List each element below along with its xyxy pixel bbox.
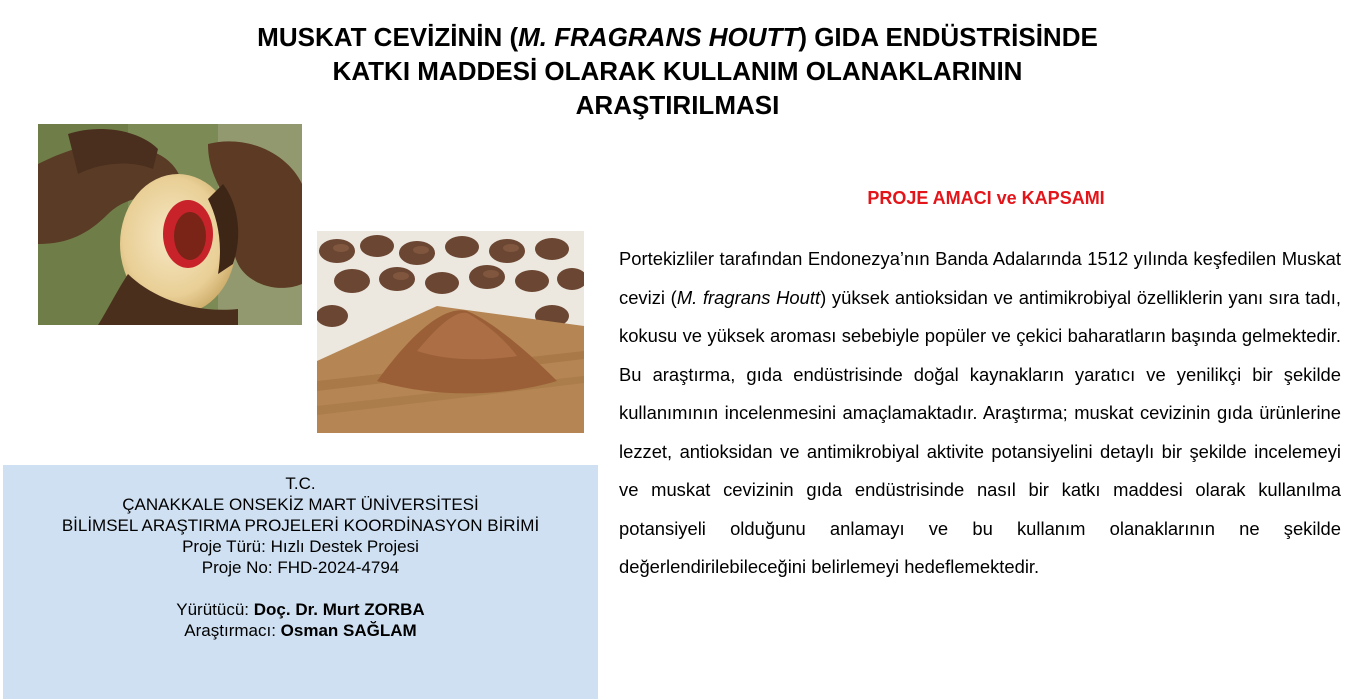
- hands-holding-nutmeg-fruit-icon: [38, 124, 302, 325]
- project-number: Proje No: FHD-2024-4794: [201, 558, 400, 577]
- coordination-unit: BİLİMSEL ARAŞTIRMA PROJELERİ KOORDİNASYON BİRİMİ: [61, 516, 540, 535]
- body-text-part: ) yüksek antioksidan ve antimikrobiyal özelliklerin yanı sıra tadı, kokusu ve yüksek aroması sebebiyle popüler ve çekici baharatların başında gelmektedir. Bu araştırma, gıda endüstrisinde doğal kaynakların yaratıcı ve yenilikçi bir şekilde kullanımının incelenmesini amaçlamaktadır. Araştırma; muskat cevizinin gıda ürünlerine lezzet, antioksidan ve antimikrobiyal aktivite potansiyelini detaylı bir şekilde incelemeyi ve muskat cevizinin gıda endüstrisinde nasıl bir katkı maddesi olarak kullanılma potansiyeli olduğunu anlamayı ve bu kullanım olanaklarının ne şekilde değerlendirilebileceğini belirlemeyi hedeflemektedir.: [619, 286, 1341, 577]
- title-text: ) GIDA ENDÜSTRİSİNDE: [798, 22, 1098, 52]
- section-body-text: [619, 240, 1341, 587]
- researcher: [3, 620, 598, 641]
- project-lead-label: Yürütücü:: [176, 600, 250, 619]
- title-line-3: ARAŞTIRILMASI: [575, 90, 780, 120]
- nutmeg-powder-photo: [317, 231, 584, 433]
- body-text-part: Portekizliler tarafından Endonezya’nın Banda Adalarında 1512 yılında keşfedilen Muskat cevizi (: [619, 248, 1341, 308]
- page-title: [0, 20, 1355, 122]
- university-name: ÇANAKKALE ONSEKİZ MART ÜNİVERSİTESİ: [122, 495, 479, 514]
- researcher-name: Osman SAĞLAM: [280, 621, 417, 640]
- body-species-name: M. fragrans Houtt: [676, 286, 821, 308]
- project-lead: [3, 599, 598, 620]
- nutmeg-seeds-and-powder-on-board-icon: [317, 231, 584, 433]
- title-line-2: KATKI MADDESİ OLARAK KULLANIM OLANAKLARININ: [332, 56, 1023, 86]
- section-heading: PROJE AMACI ve KAPSAMI: [867, 188, 1105, 208]
- title-text: MUSKAT CEVİZİNİN (: [257, 22, 519, 52]
- project-type: Proje Türü: Hızlı Destek Projesi: [182, 537, 419, 556]
- country-label: T.C.: [285, 474, 316, 493]
- institution-info-box: [3, 465, 598, 699]
- researcher-label: Araştırmacı:: [184, 621, 276, 640]
- nutmeg-fruit-photo: [38, 124, 302, 325]
- project-lead-name: Doç. Dr. Murt ZORBA: [253, 600, 425, 619]
- spacer: [3, 578, 598, 599]
- title-species-name: M. FRAGRANS HOUTT: [518, 22, 799, 52]
- title-line-1: [0, 20, 1355, 54]
